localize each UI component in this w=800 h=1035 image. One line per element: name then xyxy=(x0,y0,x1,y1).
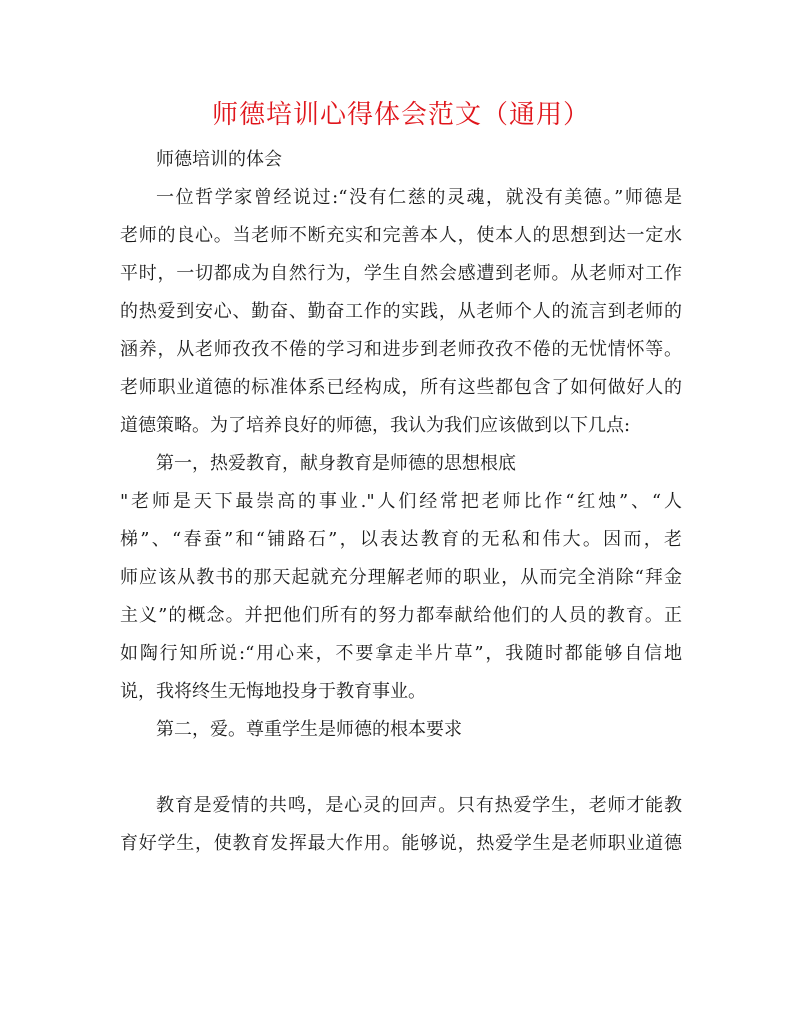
paragraph-2 xyxy=(120,483,682,711)
paragraph-line: 梯”、“春蚕”和“铺路石”，以表达教育的无私和伟大。因而，老 xyxy=(120,529,682,550)
paragraph-line: 的热爱到安心、勤奋、勤奋工作的实践，从老师个人的流言到老师的 xyxy=(120,301,682,322)
paragraph-line: 一位哲学家曾经说过:“没有仁慈的灵魂，就没有美德。”师德是 xyxy=(156,187,682,208)
section-heading-1: 第一，热爱教育，献身教育是师德的思想根底 xyxy=(156,453,516,474)
section-heading-2: 第二，爱。尊重学生是师德的根本要求 xyxy=(156,719,462,740)
paragraph-line: 师应该从教书的那天起就充分理解老师的职业，从而完全消除“拜金 xyxy=(120,567,682,588)
paragraph-line: 教育是爱情的共鸣，是心灵的回声。只有热爱学生，老师才能教 xyxy=(156,795,682,816)
paragraph-line: 主义”的概念。并把他们所有的努力都奉献给他们的人员的教育。正 xyxy=(120,605,682,626)
blank-spacer xyxy=(120,749,682,787)
paragraph-line: 平时，一切都成为自然行为，学生自然会感遭到老师。从老师对工作 xyxy=(120,263,682,284)
paragraph-line: 老师的良心。当老师不断充实和完善本人，使本人的思想到达一定水 xyxy=(120,225,682,246)
paragraph-line: 育好学生，使教育发挥最大作用。能够说，热爱学生是老师职业道德 xyxy=(120,833,682,854)
document-page xyxy=(120,95,682,863)
paragraph-line: "老师是天下最崇高的事业."人们经常把老师比作“红烛”、“人 xyxy=(120,491,682,512)
paragraph-line: 道德策略。为了培养良好的师德，我认为我们应该做到以下几点: xyxy=(120,415,631,436)
paragraph-1 xyxy=(120,179,682,445)
paragraph-3 xyxy=(120,787,682,863)
document-title: 师德培训心得体会范文（通用） xyxy=(211,100,590,130)
paragraph-line: 如陶行知所说:“用心来，不要拿走半片草”，我随时都能够自信地 xyxy=(120,643,682,664)
paragraph-line: 老师职业道德的标准体系已经构成，所有这些都包含了如何做好人的 xyxy=(120,377,682,398)
paragraph-line: 涵养，从老师孜孜不倦的学习和进步到老师孜孜不倦的无忧情怀等。 xyxy=(120,339,682,360)
paragraph-line: 说，我将终生无悔地投身于教育事业。 xyxy=(120,681,426,702)
subtitle: 师德培训的体会 xyxy=(156,149,282,170)
